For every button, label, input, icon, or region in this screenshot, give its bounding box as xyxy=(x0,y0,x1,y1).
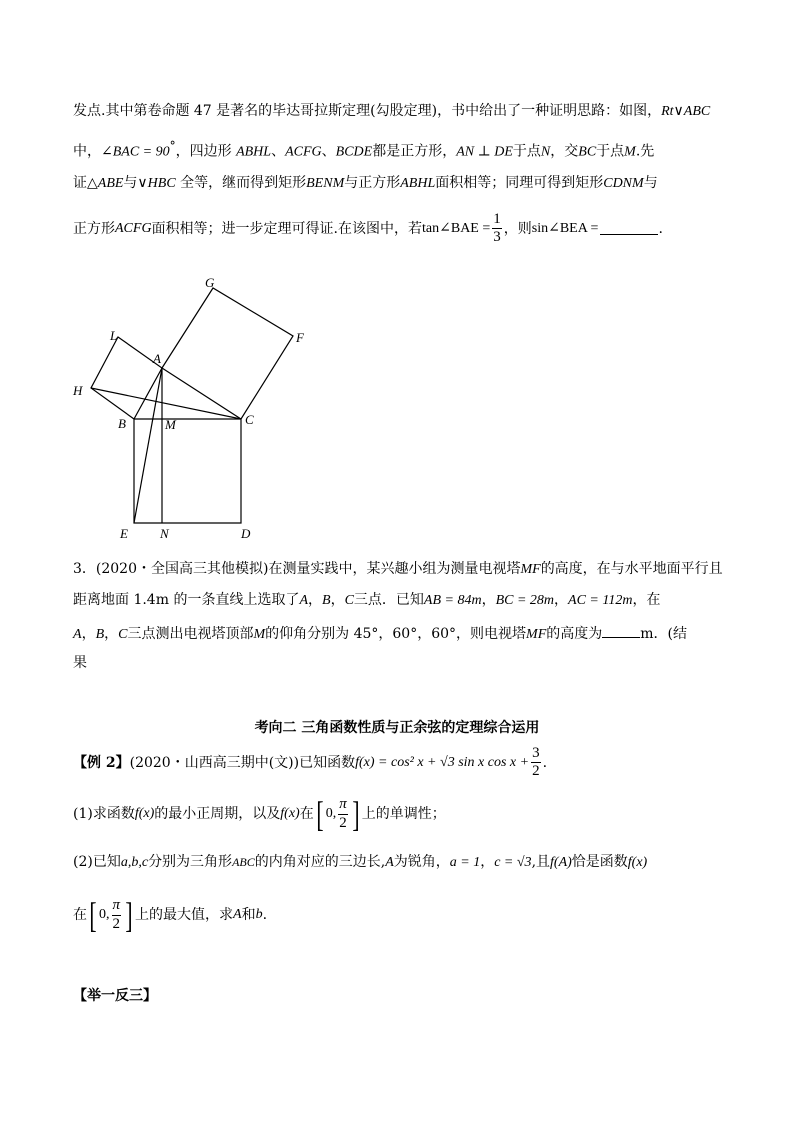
math: MF xyxy=(526,627,547,642)
text: 三点．已知 xyxy=(353,592,424,608)
denominator: 2 xyxy=(112,915,120,932)
text: ，在 xyxy=(632,592,661,608)
text: .先 xyxy=(635,143,655,160)
example-label: 【例 2】 xyxy=(73,754,130,771)
ex2-line1 xyxy=(73,745,547,781)
fraction-one-third xyxy=(492,211,502,247)
p1-line4 xyxy=(73,211,663,247)
square-abhl xyxy=(91,337,162,419)
answer-blank[interactable] xyxy=(602,625,640,638)
math: ABC xyxy=(232,855,255,869)
math-function: f(x) = cos² x + √3 sin x cos x + xyxy=(355,754,530,770)
math: CDNM xyxy=(603,176,644,191)
line-ae xyxy=(134,368,162,523)
numerator: π xyxy=(339,796,347,813)
text: 为锐角， xyxy=(393,854,450,870)
text: (2020・山西高三期中(文))已知函数 xyxy=(129,754,356,771)
text: ，四边形 xyxy=(175,143,237,160)
text: 的内角对应的三边长, xyxy=(254,854,386,870)
text: 恰是函数 xyxy=(571,854,628,870)
q3-line2: 距离地面 1.4m 的一条直线上选取了A，B，C三点．已知AB = 84m，BC = 28m，AC = 112m，在 xyxy=(73,592,661,608)
label-d: D xyxy=(241,526,251,541)
label-b: B xyxy=(118,416,126,431)
square-acfg xyxy=(162,288,293,419)
label-n: N xyxy=(160,526,169,541)
math: A xyxy=(73,627,82,642)
math: ABHL xyxy=(236,144,272,160)
text: 的高度为 xyxy=(546,626,603,642)
math: a = 1 xyxy=(449,855,481,870)
label-f: F xyxy=(296,330,304,345)
math: AC = 112m xyxy=(568,593,633,608)
math: △ABE xyxy=(87,176,124,191)
math: BC xyxy=(578,144,597,160)
label-m: M xyxy=(165,417,176,432)
text: 3．(2020・全国高三其他模拟)在测量实践中，某兴趣小组为测量电视塔 xyxy=(73,561,521,577)
math: B xyxy=(95,627,105,642)
label-g: G xyxy=(205,275,215,290)
math: b xyxy=(255,907,263,922)
label-a: A xyxy=(153,351,161,366)
numerator: 1 xyxy=(493,211,501,227)
math: B xyxy=(322,593,331,608)
math: C xyxy=(344,593,354,608)
math: c = √3 xyxy=(494,855,532,870)
ex2-part2: (2)已知a,b,c分别为三角形ABC的内角对应的三边长,A为锐角，a = 1，c = √3,且f(A)恰是函数f(x) xyxy=(73,854,648,870)
label-e: E xyxy=(120,526,128,541)
math: AN ⊥ DE xyxy=(456,144,513,160)
math: AB = 84m xyxy=(423,593,482,608)
math: f(A) xyxy=(550,855,572,870)
p1-line2: 中，∠BAC = 90°，四边形 ABHL、ACFG、BCDE都是正方形，AN ⊥ DE于点N，交BC于点M.先 xyxy=(73,139,655,160)
q3-line4 xyxy=(73,656,87,670)
text: . xyxy=(658,220,663,237)
text: . xyxy=(542,754,548,771)
fraction-three-halves xyxy=(531,745,541,781)
text: 面积相等；进一步定理可得证.在该图中，若 xyxy=(151,220,423,237)
q3-line1 xyxy=(73,562,723,577)
text: 面积相等；同理可得到矩形 xyxy=(435,175,604,191)
practice-title: 【举一反三】 xyxy=(73,988,157,1004)
math: ACFG xyxy=(285,144,322,160)
math: MF xyxy=(520,562,541,577)
denominator: 3 xyxy=(493,229,501,246)
numerator: 3 xyxy=(532,745,540,761)
ex2-part1 xyxy=(73,796,446,832)
math: f(x) xyxy=(627,855,648,870)
math: A xyxy=(385,855,394,870)
text: 0, xyxy=(325,806,337,821)
math-angle: ∠BAC = 90 xyxy=(101,144,170,160)
text: . xyxy=(262,907,268,923)
p1-line1 xyxy=(73,104,710,119)
math: BENM xyxy=(306,176,345,191)
text: 都是正方形， xyxy=(372,143,457,160)
text: (2)已知 xyxy=(73,854,121,870)
text: 上的最大值，求 xyxy=(135,907,234,923)
ex2-part3 xyxy=(73,897,267,933)
text: 和 xyxy=(241,907,256,923)
text: 的仰角分别为 45°，60°，60°，则电视塔 xyxy=(265,626,527,642)
math: A xyxy=(299,593,309,608)
math: ACFG xyxy=(115,220,152,236)
text: 三点测出电视塔顶部 xyxy=(127,626,254,642)
label-c: C xyxy=(245,412,254,427)
text: 上的单调性； xyxy=(361,806,446,822)
denominator: 2 xyxy=(339,814,347,831)
math: f(x) xyxy=(280,806,300,821)
text: 与 xyxy=(643,175,658,191)
text: 全等，继而得到矩形 xyxy=(175,175,307,191)
text: ,且 xyxy=(531,854,551,870)
math-sin: sin∠BEA = xyxy=(531,220,599,236)
p1-line3 xyxy=(73,176,658,191)
math: ∨HBC xyxy=(137,176,176,191)
math: f(x) xyxy=(134,806,155,821)
text: 与 xyxy=(123,175,138,191)
numerator: π xyxy=(112,897,121,914)
q3-line3: A，B，C三点测出电视塔顶部M的仰角分别为 45°，60°，60°，则电视塔MF的高度为 m．(结 xyxy=(73,626,688,642)
denominator: 2 xyxy=(532,763,540,780)
math: BCDE xyxy=(335,144,373,160)
interval: [ 0, $\frac{\pi}{2}$ ] xyxy=(316,794,360,834)
text: 的最小正周期，以及 xyxy=(154,806,281,822)
p1-text: 发点.其中第卷命题 47 是著名的毕达哥拉斯定理(勾股定理)，书中给出了一种证明思路：如图， xyxy=(73,103,662,119)
math: ABHL xyxy=(400,176,436,191)
text: 于点 xyxy=(596,143,625,160)
geometry-figure xyxy=(60,270,340,550)
math: M xyxy=(253,627,266,642)
text: (1)求函数 xyxy=(73,806,135,822)
math: C xyxy=(118,627,128,642)
interval: [ 0, $\frac{\pi}{2}$ ] xyxy=(89,895,133,935)
text: 0, xyxy=(99,907,110,922)
text: m．(结 xyxy=(640,626,688,642)
text: ，交 xyxy=(550,143,579,160)
math: A xyxy=(233,907,242,922)
math-triangle: Rt∨ABC xyxy=(661,104,711,119)
text: 与正方形 xyxy=(344,175,401,191)
label-l: L xyxy=(110,328,118,343)
text: 于点 xyxy=(512,143,541,160)
text: 距离地面 1.4m 的一条直线上选取了 xyxy=(73,592,300,608)
math-tan: tan∠BAE = xyxy=(422,220,491,236)
text: 中， xyxy=(73,143,101,160)
text: 果 xyxy=(73,655,87,671)
label-h: H xyxy=(73,383,83,398)
text: 正方形 xyxy=(73,220,115,237)
section-title: 考向二 三角函数性质与正余弦的定理综合运用 xyxy=(254,720,540,736)
text: 分别为三角形 xyxy=(148,854,233,870)
math: BC = 28m xyxy=(495,593,555,608)
math: a,b,c xyxy=(120,855,149,870)
answer-blank[interactable] xyxy=(600,222,658,235)
text: 在 xyxy=(299,806,314,822)
text: 证 xyxy=(73,175,87,191)
math: N xyxy=(540,144,551,160)
math: M xyxy=(624,144,636,160)
text: 的高度，在与水平地面平行且 xyxy=(540,561,723,577)
text: 在 xyxy=(73,907,87,923)
text: ，则 xyxy=(503,220,532,237)
